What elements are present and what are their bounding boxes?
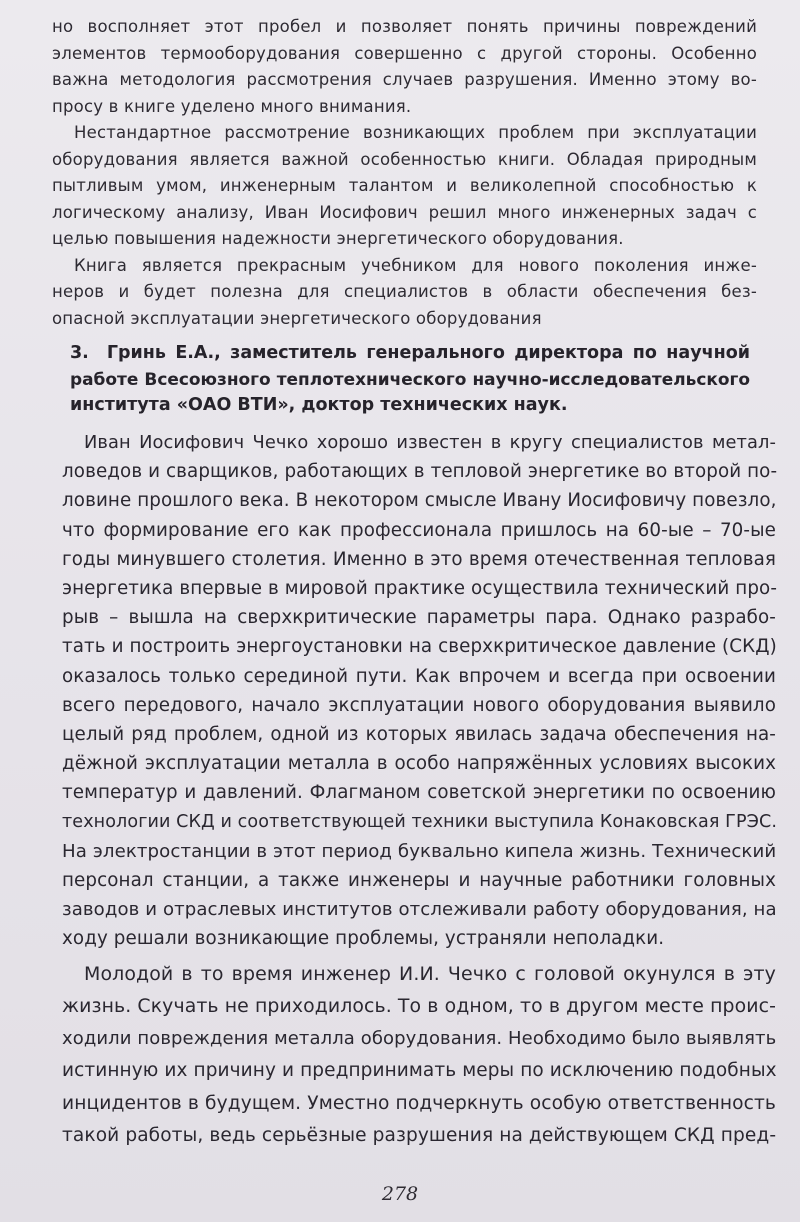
text-line: пытливым умом, инженерным талантом и великолепной способностью к — [52, 176, 757, 195]
text-line: Нестандартное рассмотрение возникающих проблем при эксплуатации — [74, 123, 757, 142]
heading-line — [70, 340, 750, 366]
heading-text: Гринь Е.А., заместитель генерального директора по научной — [106, 343, 750, 363]
page-number: 278 — [381, 1183, 419, 1205]
top-paragraph-3 — [52, 253, 757, 333]
text-line: важна методология рассмотрения случаев разрушения. Именно этому во- — [52, 70, 757, 89]
text-line: дёжной эксплуатации металла в особо напряжённых условиях высоких — [62, 753, 776, 775]
text-line: такой работы, ведь серьёзные разрушения на действующем СКД пред- — [62, 1125, 777, 1147]
section-heading — [70, 340, 750, 418]
text-line: неров и будет полезна для специалистов в области обеспечения без- — [52, 282, 757, 301]
text-line: целью повышения надежности энергетического оборудования. — [52, 229, 624, 248]
text-line: опасной эксплуатации энергетического оборудования — [52, 308, 542, 328]
text-line: логическому анализу, Иван Иосифович решил много инженерных задач с — [52, 202, 757, 222]
text-line: энергетика впервые в мировой практике осуществила технический про- — [62, 578, 778, 600]
text-line: но восполняет этот пробел и позволяет понять причины повреждений — [52, 17, 757, 36]
body-paragraph-1 — [62, 428, 776, 954]
text-line: температур и давлений. Флагманом советской энергетики по освоению — [62, 782, 776, 804]
text-line: Молодой в то время инженер И.И. Чечко с головой окунулся в эту — [84, 962, 776, 985]
top-section — [52, 14, 757, 332]
heading-line: института «ОАО ВТИ», доктор технических наук. — [70, 395, 568, 415]
text-line: истинную их причину и предпринимать меры по исключению подобных — [62, 1060, 777, 1082]
text-line: элементов термооборудования совершенно с другой стороны. Особенно — [52, 43, 757, 63]
section-number: 3. — [70, 343, 89, 363]
text-line: Книга является прекрасным учебником для нового поколения инже- — [74, 255, 757, 275]
text-line: годы минувшего столетия. Именно в это время отечественная тепловая — [62, 548, 776, 570]
text-line: целый ряд проблем, одной из которых явилась задача обеспечения на- — [62, 724, 776, 746]
text-line: просу в книге уделено много внимания. — [52, 96, 412, 116]
body-paragraph-2 — [62, 958, 776, 1153]
text-line: жизнь. Скучать не приходилось. То в одном, то в другом месте проис- — [62, 995, 776, 1018]
main-body — [62, 428, 776, 1153]
text-line: рыв – вышла на сверхкритические параметры пара. Однако разрабо- — [62, 607, 776, 629]
text-line: ловине прошлого века. В некотором смысле Ивану Иосифовичу повезло, — [62, 490, 777, 512]
text-line: что формирование его как профессионала пришлось на 60-ые – 70-ые — [62, 519, 776, 541]
heading-line: работе Всесоюзного теплотехнического научно-исследовательского — [70, 369, 750, 389]
text-line: технологии СКД и соответствующей техники выступила Конаковская ГРЭС. — [62, 811, 777, 832]
text-line: ходу решали возникающие проблемы, устраняли неполадки. — [62, 928, 665, 950]
text-line: тать и построить энергоустановки на сверхкритическое давление (СКД) — [62, 636, 777, 658]
top-paragraph-1 — [52, 14, 757, 120]
text-line: инцидентов в будущем. Уместно подчеркнуть особую ответственность — [62, 1092, 776, 1114]
top-paragraph-2 — [52, 120, 757, 253]
text-line: ловедов и сварщиков, работающих в тепловой энергетике во второй по- — [62, 461, 778, 483]
text-line: персонал станции, а также инженеры и научные работники головных — [62, 870, 776, 892]
text-line: На электростанции в этот период буквально кипела жизнь. Технический — [62, 840, 777, 862]
text-line: Иван Иосифович Чечко хорошо известен в кругу специалистов метал- — [84, 432, 776, 453]
text-line: заводов и отраслевых институтов отслеживали работу оборудования, на — [62, 899, 777, 921]
text-line: оказалось только серединой пути. Как впрочем и всегда при освоении — [62, 665, 776, 687]
text-line: оборудования является важной особенностью книги. Обладая природным — [52, 149, 757, 169]
text-line: ходили повреждения металла оборудования. Необходимо было выявлять — [62, 1027, 777, 1049]
text-line: всего передового, начало эксплуатации нового оборудования выявило — [62, 694, 776, 716]
